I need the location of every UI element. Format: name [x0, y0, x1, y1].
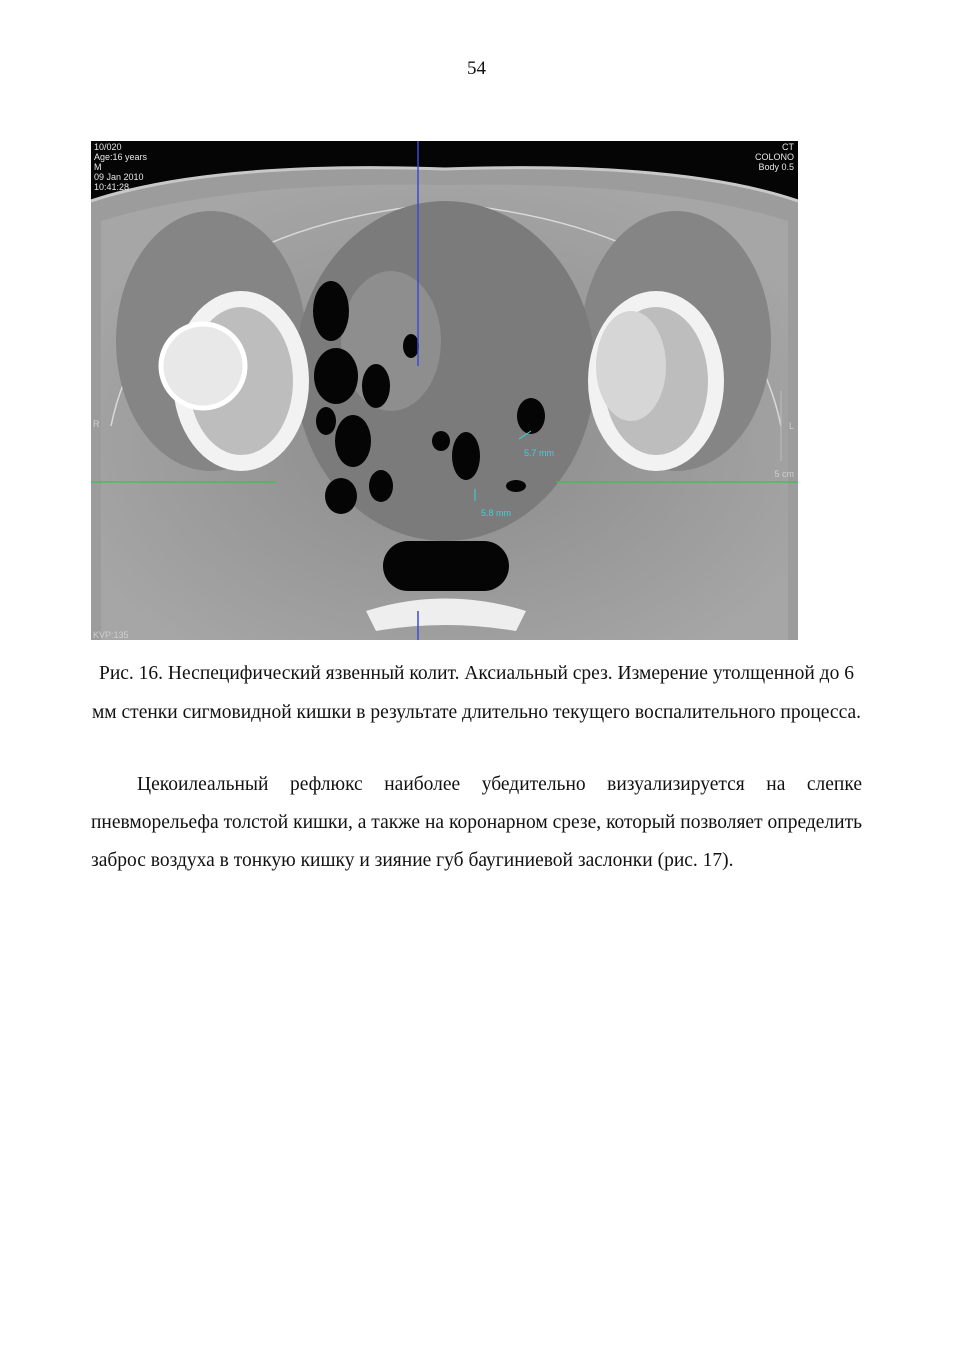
figure-caption: Рис. 16. Неспецифический язвенный колит. Аксиальный срез. Измерение утолщенной до 6 мм стенки сигмовидной кишки в результате длительно текущего воспалительного процесса.: [91, 663, 862, 723]
side-marker-left: L: [788, 421, 794, 431]
wall-measurement-2: 5.8 mm: [481, 508, 512, 518]
wall-measurement-1: 5.7 mm: [524, 448, 555, 458]
ct-axial-slice: [91, 141, 798, 640]
page-number: 54: [467, 58, 486, 79]
scale-label: 5 cm: [774, 469, 794, 479]
scan-info-top-right: CT COLONO Body 0.5: [754, 142, 794, 172]
body-paragraph: Цекоилеальный рефлюкс наиболее убедительно визуализируется на слепке пневморельефа толстой кишки, а также на коронарном срезе, который позволяет определить заброс воздуха в тонкую кишку и зияние губ баугиниевой заслонки (рис. 17).: [91, 774, 862, 871]
scan-info-top-left: 10/020 Age:16 years M 09 Jan 2010 10:41:28: [94, 142, 148, 192]
scan-info-bottom-left: KVP:135: [93, 630, 129, 640]
side-marker-right: R: [93, 419, 100, 429]
ct-scan-image: [91, 141, 798, 640]
